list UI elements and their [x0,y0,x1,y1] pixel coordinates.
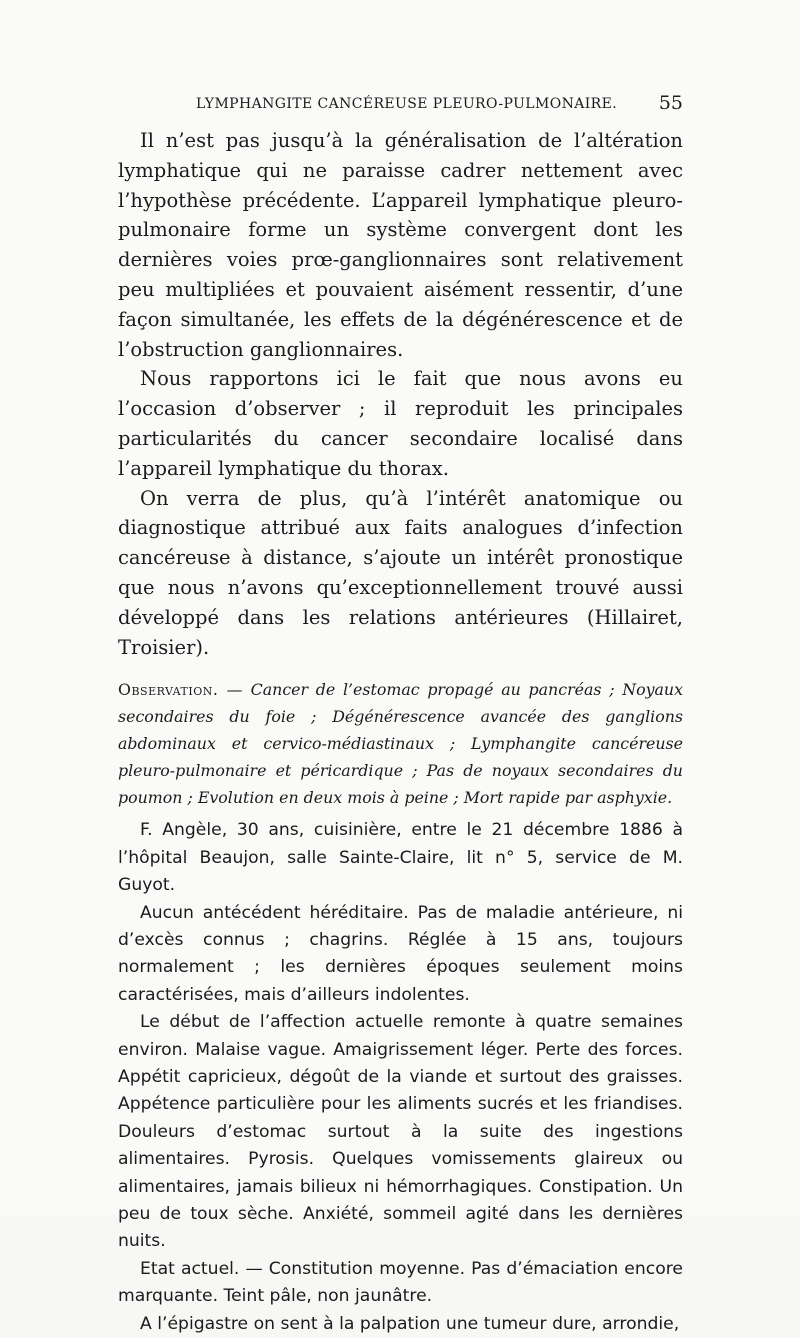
paragraph: On verra de plus, qu’à l’intérêt anatomique ou diagnostique attribué aux faits analogues d’infection cancéreuse à distance, s’ajoute un intérêt pronostique que nous n’avons qu’exceptionnellement trouvé aussi développé dans les relations antérieures (Hillairet, Troisier). [118,486,683,659]
case-paragraph: Aucun antécédent héréditaire. Pas de maladie antérieure, ni d’excès connus ; chagrins. Réglée à 15 ans, toujours normalement ; les dernières époques seulement moins caractérisées, mais d’ailleurs indolentes. [118,902,683,1005]
case-paragraph: A l’épigastre on sent à la palpation une tumeur dure, arrondie, [140,1313,680,1334]
paragraph: Il n’est pas jusqu’à la généralisation de l’altération lymphatique qui ne paraisse cadrer nettement avec l’hypothèse précédente. L’appareil lymphatique pleuro-pulmonaire forme un système convergent dont les dernières voies prœ-ganglionnaires sont relativement peu multipliées et pouvaient aisément ressentir, d’une façon simultanée, les effets de la dégénérescence et de l’obstruction ganglionnaires. [118,129,683,361]
running-title: LYMPHANGITE CANCÉREUSE PLEURO-PULMONAIRE. [196,96,618,112]
observation-summary: Cancer de l’estomac propagé au pancréas ; Noyaux secondaires du foie ; Dégénérescence avancée des ganglions abdominaux et cervico-médiastinaux ; Lymphangite cancéreuse pleuro-pulmonaire et péricardique ; Pas de noyaux secondaires du poumon ; Evolution en deux mois à peine ; Mort rapide par asphyxie. [118,680,684,808]
case-paragraph: Le début de l’affection actuelle remonte à quatre semaines environ. Malaise vague. Amaigrissement léger. Perte des forces. Appétit capricieux, dégoût de la viande et surtout des graisses. Appétence particulière pour les aliments sucrés et les friandises. Douleurs d’estomac surtout à la suite des ingestions alimentaires. Pyrosis. Quelques vomissements glaireux ou alimentaires, jamais bilieux ni hémorrhagiques. Constipation. Un peu de toux sèche. Anxiété, sommeil agité dans les dernières nuits. [118,1012,683,1252]
observation-label: Observation. — [118,680,243,700]
paragraph: Nous rapportons ici le fait que nous avons eu l’occasion d’observer ; il reproduit les principales particularités du cancer secondaire localisé dans l’appareil lymphatique du thorax. [118,367,683,480]
observation-heading [118,676,683,811]
running-header [118,94,683,118]
body-text [118,126,683,1338]
page-number: 55 [658,92,683,114]
case-paragraph: F. Angèle, 30 ans, cuisinière, entre le 21 décembre 1886 à l’hôpital Beaujon, salle Sainte-Claire, lit n° 5, service de M. Guyot. [118,820,683,896]
case-paragraph: Etat actuel. — Constitution moyenne. Pas d’émaciation encore marquante. Teint pâle, non jaunâtre. [118,1258,683,1307]
